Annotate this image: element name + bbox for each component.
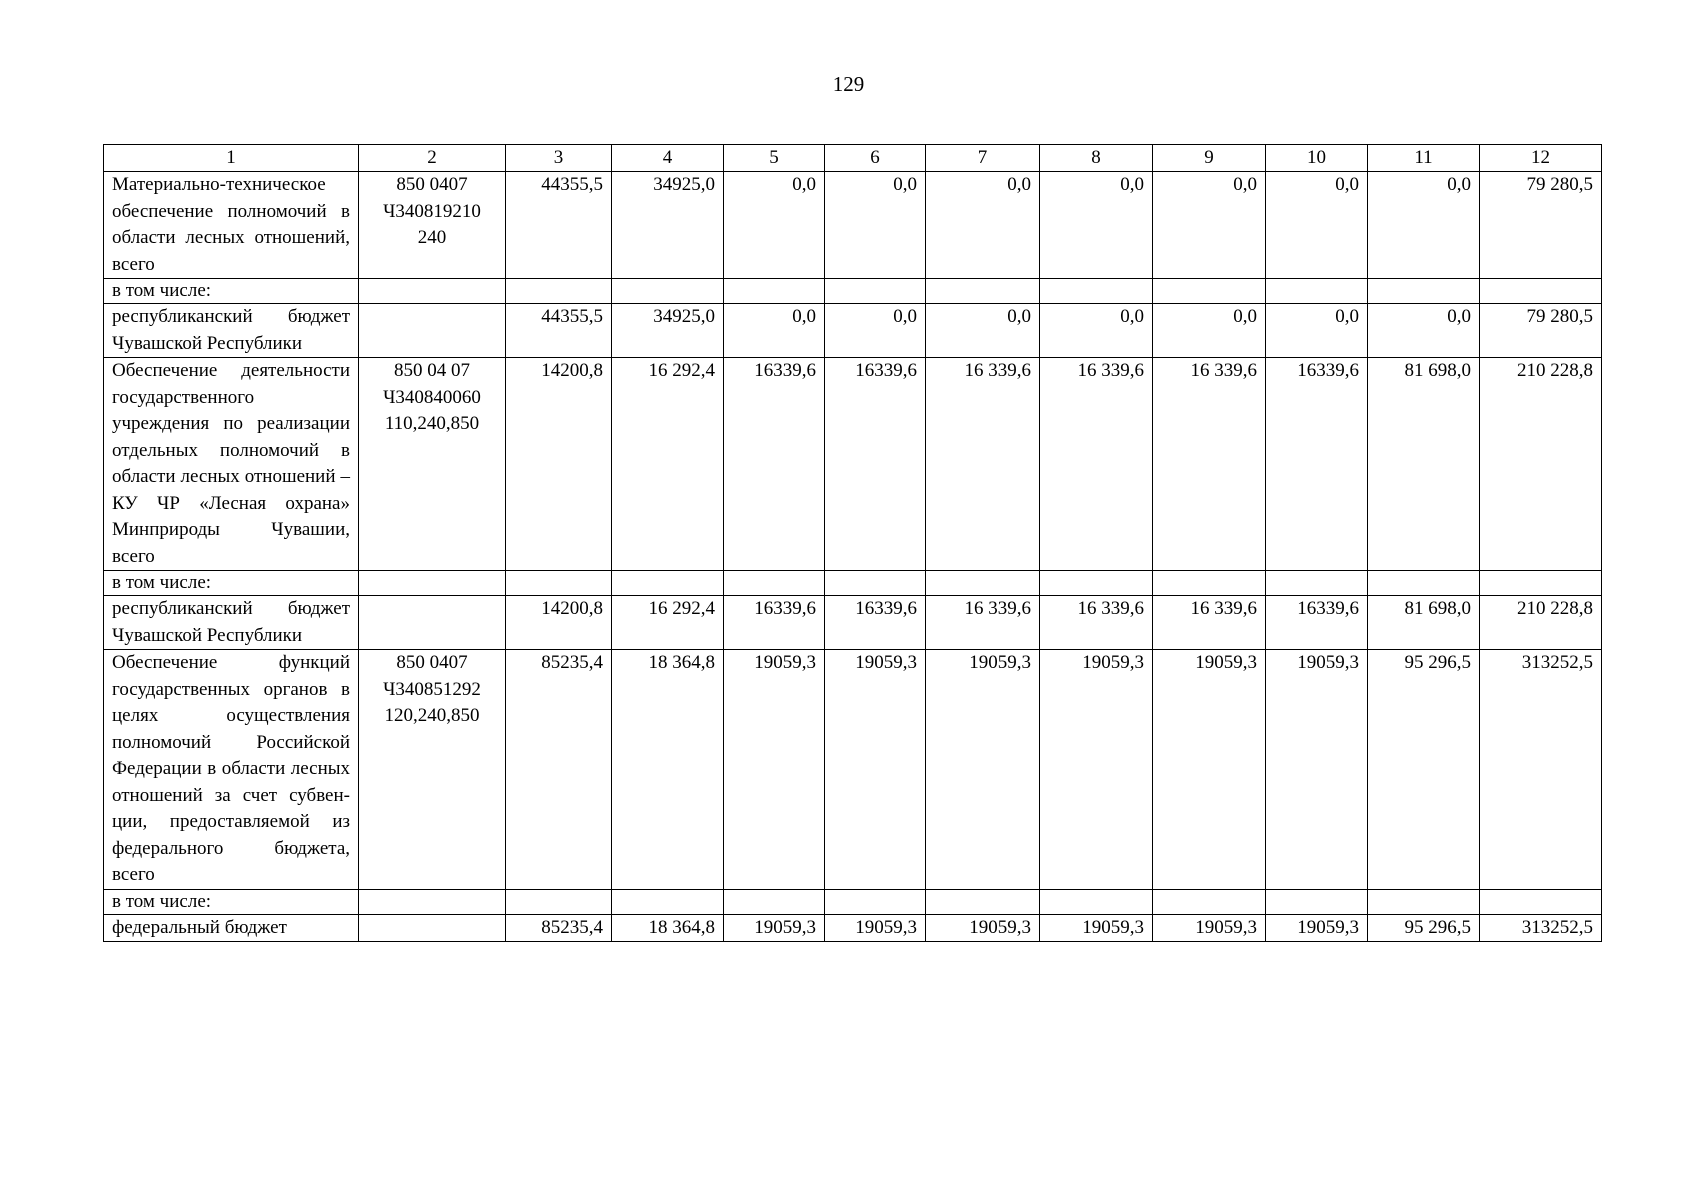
column-header: 5	[724, 145, 825, 172]
value-cell: 95 296,5	[1368, 914, 1480, 942]
budget-code-cell	[359, 304, 506, 358]
value-cell	[1480, 279, 1602, 304]
budget-code-cell	[359, 889, 506, 914]
value-cell: 16 339,6	[1040, 596, 1153, 650]
table-row	[104, 650, 1602, 890]
value-cell: 81 698,0	[1368, 358, 1480, 571]
value-cell: 19059,3	[1266, 650, 1368, 890]
value-cell	[724, 889, 825, 914]
value-cell: 0,0	[1040, 304, 1153, 358]
value-cell: 16 339,6	[1153, 596, 1266, 650]
value-cell	[1368, 571, 1480, 596]
value-cell	[1040, 279, 1153, 304]
table-row	[104, 358, 1602, 571]
value-cell	[825, 889, 926, 914]
value-cell	[1040, 571, 1153, 596]
value-cell	[612, 571, 724, 596]
value-cell: 19059,3	[1153, 914, 1266, 942]
value-cell	[1266, 889, 1368, 914]
column-header: 4	[612, 145, 724, 172]
value-cell: 210 228,8	[1480, 596, 1602, 650]
value-cell	[1153, 571, 1266, 596]
value-cell: 0,0	[1153, 304, 1266, 358]
value-cell: 19059,3	[825, 650, 926, 890]
value-cell	[724, 571, 825, 596]
value-cell: 18 364,8	[612, 914, 724, 942]
budget-code-cell	[359, 914, 506, 942]
value-cell: 19059,3	[1040, 914, 1153, 942]
table-row	[104, 571, 1602, 596]
table-row	[104, 279, 1602, 304]
budget-table	[103, 144, 1602, 942]
row-name-cell: в том числе:	[104, 279, 359, 304]
header-row	[104, 145, 1602, 172]
column-header: 12	[1480, 145, 1602, 172]
column-header: 8	[1040, 145, 1153, 172]
value-cell: 18 364,8	[612, 650, 724, 890]
row-name-cell: в том числе:	[104, 889, 359, 914]
value-cell: 34925,0	[612, 172, 724, 279]
value-cell: 16339,6	[724, 596, 825, 650]
value-cell: 16 292,4	[612, 358, 724, 571]
value-cell	[926, 279, 1040, 304]
value-cell: 16 292,4	[612, 596, 724, 650]
value-cell	[1368, 279, 1480, 304]
row-name-cell: Обеспечение функций государственных органов в целях осуществления полномочий Российской Федерации в области лесных отношений за счет субвенции, предоставляемой из федерального бюджета, всего	[104, 650, 359, 890]
value-cell	[724, 279, 825, 304]
value-cell: 95 296,5	[1368, 650, 1480, 890]
value-cell: 0,0	[1266, 172, 1368, 279]
value-cell	[1480, 889, 1602, 914]
row-name-cell: в том числе:	[104, 571, 359, 596]
value-cell: 34925,0	[612, 304, 724, 358]
value-cell	[506, 889, 612, 914]
budget-code-cell	[359, 279, 506, 304]
value-cell: 0,0	[1266, 304, 1368, 358]
value-cell: 44355,5	[506, 172, 612, 279]
value-cell	[506, 571, 612, 596]
value-cell: 19059,3	[1266, 914, 1368, 942]
value-cell: 19059,3	[724, 650, 825, 890]
column-header: 11	[1368, 145, 1480, 172]
value-cell: 79 280,5	[1480, 172, 1602, 279]
value-cell: 0,0	[1368, 304, 1480, 358]
row-name-cell: Обеспечение деятельности государственного учреждения по реализации отдельных полномочий в области лесных отношений – КУ ЧР «Лесная охрана» Минприроды Чувашии, всего	[104, 358, 359, 571]
value-cell: 19059,3	[926, 914, 1040, 942]
value-cell	[612, 279, 724, 304]
value-cell: 313252,5	[1480, 650, 1602, 890]
value-cell: 19059,3	[926, 650, 1040, 890]
value-cell	[1040, 889, 1153, 914]
row-name-cell: Материально-техническое обеспечение полномочий в области лесных отношений, всего	[104, 172, 359, 279]
value-cell	[612, 889, 724, 914]
value-cell: 19059,3	[1040, 650, 1153, 890]
value-cell	[1153, 279, 1266, 304]
column-header: 1	[104, 145, 359, 172]
value-cell: 16 339,6	[926, 358, 1040, 571]
value-cell: 0,0	[1368, 172, 1480, 279]
value-cell: 313252,5	[1480, 914, 1602, 942]
table-body	[104, 172, 1602, 942]
value-cell	[1480, 571, 1602, 596]
value-cell: 0,0	[825, 304, 926, 358]
value-cell	[1368, 889, 1480, 914]
row-name-cell: республиканский бюджет Чувашской Республики	[104, 596, 359, 650]
value-cell: 0,0	[1040, 172, 1153, 279]
value-cell: 16339,6	[1266, 358, 1368, 571]
value-cell	[926, 889, 1040, 914]
value-cell: 0,0	[926, 172, 1040, 279]
value-cell: 14200,8	[506, 358, 612, 571]
value-cell: 0,0	[926, 304, 1040, 358]
value-cell	[825, 279, 926, 304]
value-cell: 79 280,5	[1480, 304, 1602, 358]
row-name-cell: федеральный бюджет	[104, 914, 359, 942]
value-cell: 19059,3	[724, 914, 825, 942]
budget-code-cell	[359, 571, 506, 596]
column-header: 7	[926, 145, 1040, 172]
value-cell	[1266, 571, 1368, 596]
value-cell: 44355,5	[506, 304, 612, 358]
value-cell	[1153, 889, 1266, 914]
value-cell: 81 698,0	[1368, 596, 1480, 650]
table-row	[104, 304, 1602, 358]
value-cell: 0,0	[724, 172, 825, 279]
value-cell: 16 339,6	[926, 596, 1040, 650]
column-header: 6	[825, 145, 926, 172]
value-cell	[506, 279, 612, 304]
value-cell	[825, 571, 926, 596]
table-row	[104, 596, 1602, 650]
budget-code-cell	[359, 596, 506, 650]
column-header: 10	[1266, 145, 1368, 172]
budget-code-cell: 850 04 07 Ч340840060 110,240,850	[359, 358, 506, 571]
value-cell: 19059,3	[825, 914, 926, 942]
value-cell: 210 228,8	[1480, 358, 1602, 571]
value-cell: 14200,8	[506, 596, 612, 650]
value-cell: 16339,6	[825, 596, 926, 650]
value-cell: 0,0	[825, 172, 926, 279]
value-cell: 16339,6	[825, 358, 926, 571]
value-cell: 0,0	[724, 304, 825, 358]
value-cell: 0,0	[1153, 172, 1266, 279]
table-row	[104, 172, 1602, 279]
value-cell	[1266, 279, 1368, 304]
value-cell: 85235,4	[506, 914, 612, 942]
column-header: 9	[1153, 145, 1266, 172]
page-number: 129	[832, 72, 865, 96]
column-header: 2	[359, 145, 506, 172]
value-cell: 16339,6	[724, 358, 825, 571]
budget-code-cell: 850 0407 Ч340851292 120,240,850	[359, 650, 506, 890]
value-cell: 16 339,6	[1040, 358, 1153, 571]
budget-code-cell: 850 0407 Ч340819210 240	[359, 172, 506, 279]
table-row	[104, 914, 1602, 942]
value-cell: 19059,3	[1153, 650, 1266, 890]
row-name-cell: республиканский бюджет Чувашской Республики	[104, 304, 359, 358]
value-cell	[926, 571, 1040, 596]
column-header: 3	[506, 145, 612, 172]
table-row	[104, 889, 1602, 914]
value-cell: 16339,6	[1266, 596, 1368, 650]
value-cell: 85235,4	[506, 650, 612, 890]
value-cell: 16 339,6	[1153, 358, 1266, 571]
